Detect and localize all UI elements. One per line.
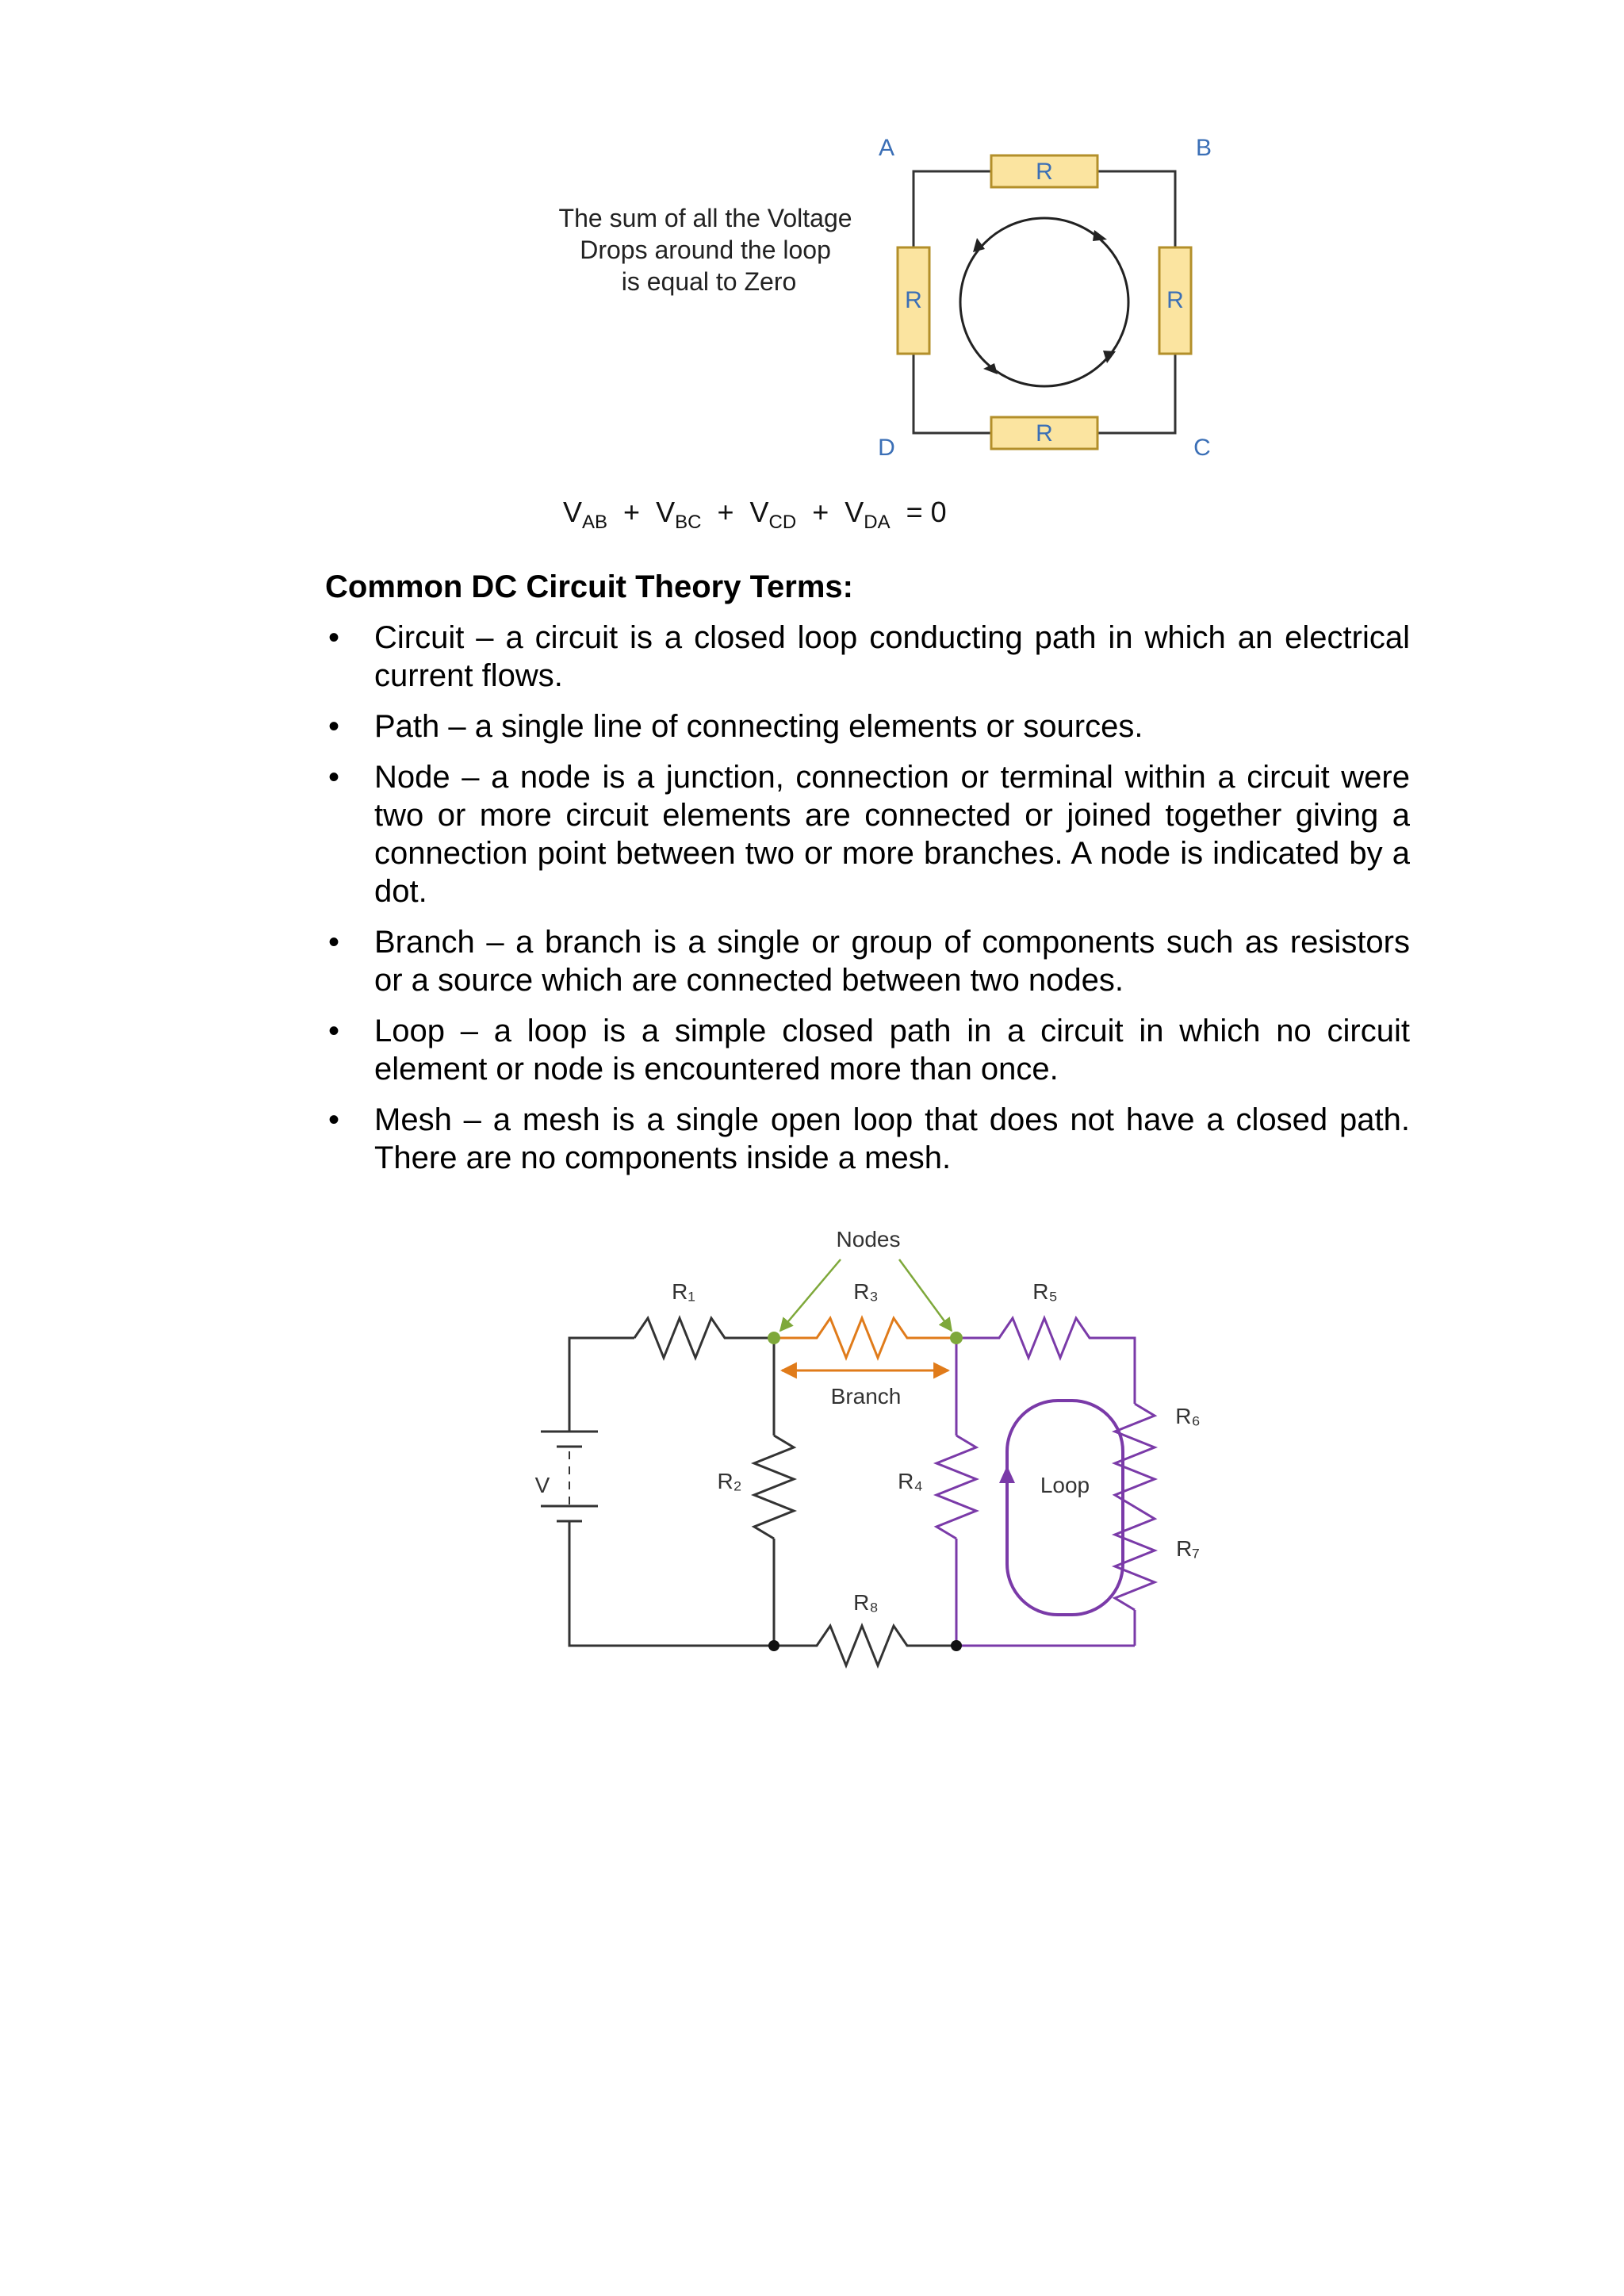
label-r8: R₈ <box>853 1590 879 1615</box>
term-circuit <box>325 619 1410 695</box>
corner-label-a: A <box>878 135 895 161</box>
resistor-top <box>991 155 1097 187</box>
section-heading: Common DC Circuit Theory Terms: <box>325 569 853 604</box>
resistor-bottom <box>991 417 1097 449</box>
label-r3: R₃ <box>853 1279 879 1304</box>
kvl-caption: The sum of all the Voltage Drops around the loop is equal to Zero <box>558 204 852 296</box>
resistor-left <box>898 247 929 354</box>
term-text: Mesh – a mesh is a single open loop that does not have a closed path. There are no components inside a mesh. <box>374 1102 1410 1175</box>
label-r1: R₁ <box>672 1279 695 1304</box>
svg-text:R: R <box>1036 420 1053 447</box>
branch-label: Branch <box>830 1384 902 1409</box>
corner-label-b: B <box>1195 135 1212 161</box>
svg-text:R: R <box>1166 287 1184 313</box>
source-label: V <box>534 1473 550 1497</box>
corner-label-d: D <box>878 435 895 461</box>
svg-text:R: R <box>1036 159 1053 185</box>
bullet: • <box>328 760 340 795</box>
node-dot <box>951 1640 962 1651</box>
corner-label-c: C <box>1193 435 1211 461</box>
label-r7: R₇ <box>1176 1536 1200 1561</box>
term-text: Loop – a loop is a simple closed path in a circuit in which no circuit element or node is encountered more than once. <box>374 1014 1410 1087</box>
resistor-right <box>1159 247 1191 354</box>
nodes-label: Nodes <box>836 1227 901 1251</box>
term-text: Circuit – a circuit is a closed loop conducting path in which an electrical current flows. <box>374 620 1410 693</box>
label-r4: R₄ <box>898 1469 923 1493</box>
circulation-arrow-icon <box>960 218 1128 386</box>
loop-wire <box>914 171 1175 433</box>
bullet: • <box>328 1102 340 1137</box>
term-loop <box>325 1012 1410 1088</box>
branch-resistor-r3 <box>774 1318 956 1358</box>
kvl-equation: $V_{AB}$ + $V_{BC}$ + $V_{CD}$ + $V_{DA}$ = 0 <box>563 496 947 533</box>
bullet: • <box>328 1014 340 1048</box>
term-path <box>325 707 1410 746</box>
term-branch <box>325 923 1410 999</box>
term-text: Path – a single line of connecting elements or sources. <box>374 709 1143 744</box>
term-node <box>325 758 1410 910</box>
node-dot <box>768 1640 779 1651</box>
node-dot <box>950 1332 963 1344</box>
bullet: • <box>328 709 340 744</box>
label-r5: R₅ <box>1032 1279 1058 1304</box>
label-r6: R₆ <box>1175 1404 1201 1428</box>
term-text: Branch – a branch is a single or group of components such as resistors or a source which are connected between two nodes. <box>374 925 1410 998</box>
loop-label: Loop <box>1040 1473 1090 1497</box>
loop-arrow-icon <box>999 1401 1123 1615</box>
kvl-loop-diagram <box>539 127 1237 539</box>
circuit-terms-diagram <box>508 1213 1269 1673</box>
bullet: • <box>328 925 340 960</box>
terms-list <box>325 619 1410 1190</box>
node-dot <box>768 1332 780 1344</box>
bullet: • <box>328 620 340 655</box>
term-text: Node – a node is a junction, connection or terminal within a circuit were two or more circuit elements are connected or joined together giving a connection point between two or more branches. A node is indicated by a dot. <box>374 760 1410 909</box>
label-r2: R₂ <box>717 1469 742 1493</box>
node-pointer-arrow <box>899 1259 952 1331</box>
svg-text:R: R <box>905 287 922 313</box>
term-mesh <box>325 1101 1410 1177</box>
